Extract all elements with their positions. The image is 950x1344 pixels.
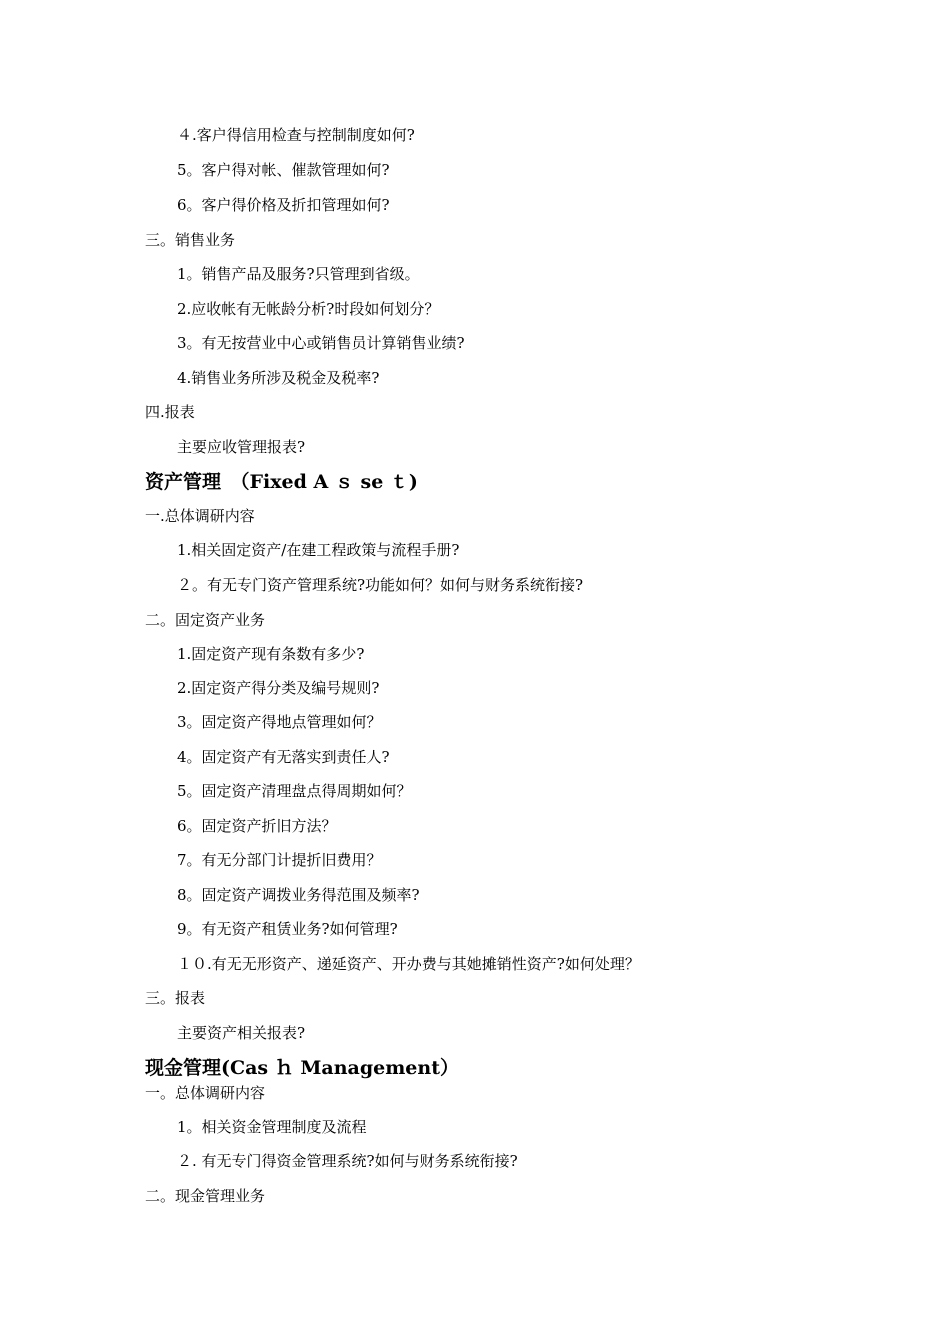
list-item: 2.固定资产得分类及编号规则? [177, 679, 380, 697]
list-item: 5。客户得对帐、催款管理如何? [177, 161, 390, 179]
list-item: １０.有无无形资产、递延资产、开办费与其她摊销性资产?如何处理？ [177, 955, 640, 973]
section-heading: 二。固定资产业务 [145, 611, 266, 629]
list-item: 1。相关资金管理制度及流程 [177, 1118, 367, 1136]
list-item: 主要应收管理报表? [177, 438, 306, 456]
list-item: 9。有无资产租赁业务?如何管理? [177, 920, 398, 938]
list-item: 5。固定资产清理盘点得周期如何？ [177, 782, 412, 800]
chapter-heading: 资产管理 （Fixed A ｓ se ｔ) [145, 471, 418, 493]
list-item: 2.应收帐有无帐龄分析?时段如何划分？ [177, 300, 440, 318]
section-heading: 一。总体调研内容 [145, 1084, 266, 1102]
list-item: 4。固定资产有无落实到责任人? [177, 748, 390, 766]
list-item: 3。有无按营业中心或销售员计算销售业绩? [177, 334, 465, 352]
list-item: 1.相关固定资产/在建工程政策与流程手册? [177, 541, 460, 559]
list-item: ４.客户得信用检查与控制制度如何? [177, 126, 415, 144]
list-item: 6。客户得价格及折扣管理如何? [177, 196, 390, 214]
list-item: 4.销售业务所涉及税金及税率? [177, 369, 380, 387]
list-item: 1。销售产品及服务?只管理到省级。 [177, 265, 420, 283]
list-item: 3。固定资产得地点管理如何？ [177, 713, 382, 731]
section-heading: 三。销售业务 [145, 231, 236, 249]
list-item: 主要资产相关报表? [177, 1024, 306, 1042]
section-heading: 四.报表 [145, 403, 195, 421]
list-item: ２。有无专门资产管理系统?功能如何？如何与财务系统衔接? [177, 576, 584, 594]
list-item: 1.固定资产现有条数有多少? [177, 645, 365, 663]
section-heading: 一.总体调研内容 [145, 507, 255, 525]
list-item: 6。固定资产折旧方法？ [177, 817, 337, 835]
list-item: 8。固定资产调拨业务得范围及频率? [177, 886, 420, 904]
list-item: 7。有无分部门计提折旧费用？ [177, 851, 382, 869]
section-heading: 二。现金管理业务 [145, 1187, 266, 1205]
chapter-heading: 现金管理(Cas ｈ Management） [145, 1057, 459, 1079]
list-item: ２. 有无专门得资金管理系统?如何与财务系统衔接? [177, 1152, 518, 1170]
section-heading: 三。报表 [145, 989, 206, 1007]
